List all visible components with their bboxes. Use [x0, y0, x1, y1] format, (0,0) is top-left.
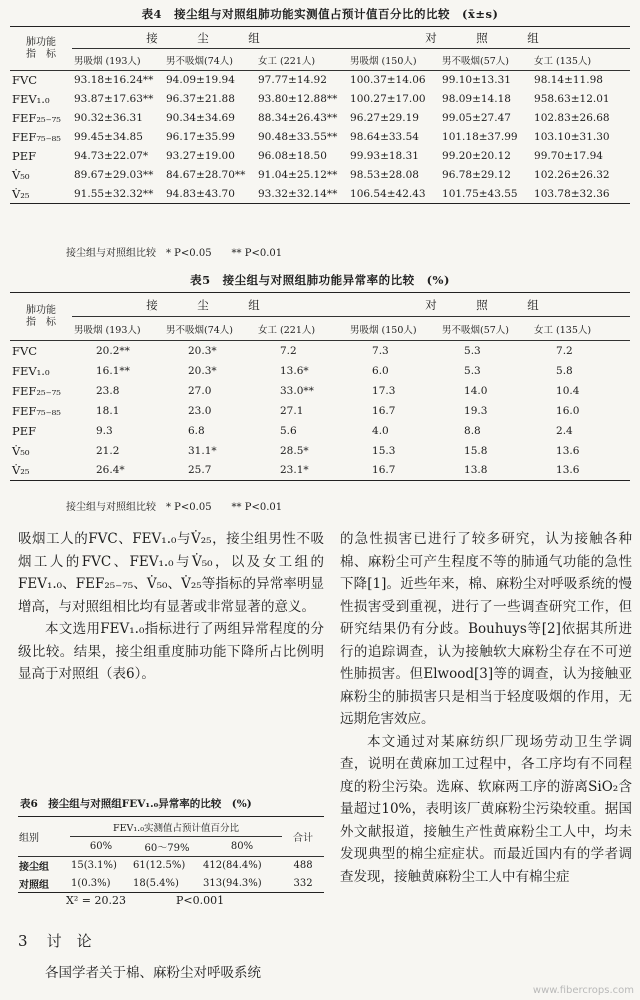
table4-corner: 肺功能 指 标: [10, 27, 72, 71]
table-cell: 7.2: [256, 341, 348, 361]
table-row: [10, 90, 630, 109]
table-cell: 332: [282, 875, 324, 893]
table4-group-dust: 接 尘 组: [72, 27, 348, 49]
table-row: [10, 109, 630, 128]
table-cell: 94.83±43.70: [164, 185, 256, 204]
row-label: FEF₇₅₋₈₅: [12, 403, 61, 418]
table-cell: 19.3: [464, 404, 488, 417]
table-cell: 103.10±31.30: [534, 131, 610, 143]
table-cell: 61(12.5%): [133, 860, 186, 872]
row-label: 接尘组: [19, 862, 49, 874]
table-cell: 102.83±26.68: [534, 112, 610, 124]
table-cell: 89.67±29.03**: [74, 169, 154, 181]
table-cell: 18.1: [96, 404, 120, 417]
table-cell: 488: [293, 860, 313, 872]
table-cell: 2.4: [556, 424, 573, 437]
table-cell: 84.67±28.70**: [166, 169, 246, 181]
table-row: [10, 381, 630, 401]
table-cell: 96.78±29.12: [442, 169, 511, 181]
table6-caption: 表6 接尘组与对照组FEV₁.₀异常率的比较 (%): [20, 798, 252, 810]
table5-subheader: 女工 (221人): [256, 317, 348, 341]
table4-subheader: 男不吸烟(57人): [440, 49, 532, 71]
table6-col-total: 合计: [282, 817, 324, 857]
table-row: [10, 166, 630, 185]
table5-subheader: 女工 (135人): [532, 317, 630, 341]
table-cell: 96.08±18.50: [258, 150, 327, 162]
table-cell: 23.0: [188, 404, 212, 417]
table-cell: 90.48±33.55**: [258, 131, 338, 143]
table-cell: 15(3.1%): [71, 860, 117, 872]
section-title: 讨 论: [46, 932, 92, 950]
table4-subheader: 男吸烟 (193人): [72, 49, 164, 71]
table-cell: 102.26±26.32: [534, 169, 610, 181]
table-row: [10, 185, 630, 204]
table-cell: 93.27±19.00: [166, 150, 235, 162]
table-row: [10, 401, 630, 421]
table-cell: 16.7: [372, 404, 396, 417]
row-label: V̇₅₀: [12, 168, 30, 182]
table4: [10, 26, 630, 204]
table-cell: 101.75±43.55: [440, 185, 532, 204]
right-column-text: [340, 528, 632, 888]
table-cell: 27.0: [188, 384, 212, 397]
table-cell: 13.8: [440, 461, 532, 481]
table-cell: 16.0: [556, 404, 580, 417]
table-cell: 23.8: [96, 384, 120, 397]
table-cell: 31.1*: [188, 444, 217, 457]
table6: [18, 816, 324, 893]
table-cell: 99.70±17.94: [534, 150, 603, 162]
table-row: [10, 147, 630, 166]
table5-subheader: 男不吸烟(57人): [440, 317, 532, 341]
table-cell: 17.3: [372, 384, 396, 397]
table-cell: 96.37±21.88: [166, 93, 235, 105]
table-cell: 99.05±27.47: [442, 112, 511, 124]
table-cell: 412(84.4%): [203, 860, 262, 872]
table-cell: 97.77±14.92: [256, 71, 348, 90]
table-cell: 98.53±28.08: [350, 169, 419, 181]
table-cell: 6.0: [372, 364, 389, 377]
row-label: V̇₂₅: [10, 461, 72, 481]
table-cell: 18(5.4%): [132, 875, 202, 893]
paragraph: 本文选用FEV₁.₀指标进行了两组异常程度的分级比较。结果，接尘组重度肺功能下降所占比例明显高于对照组（表6）。: [18, 621, 324, 682]
table-cell: 98.14±11.98: [532, 71, 630, 90]
table-cell: 93.87±17.63**: [74, 93, 154, 105]
table-cell: 4.0: [372, 424, 389, 437]
row-label: FEV₁.₀: [12, 363, 50, 378]
table-cell: 20.3*: [164, 341, 256, 361]
table4-group-control: 对 照 组: [348, 27, 630, 49]
row-label: FEF₂₅₋₇₅: [12, 111, 61, 125]
table-cell: 7.3: [348, 341, 440, 361]
left-column-text: [18, 528, 324, 686]
table-cell: 106.54±42.43: [348, 185, 440, 204]
table-cell: 13.6: [532, 461, 630, 481]
table-cell: 100.27±17.00: [350, 93, 426, 105]
table-cell: 99.10±13.31: [440, 71, 532, 90]
table6-col-group: 组别: [18, 817, 70, 857]
table-cell: 5.8: [556, 364, 573, 377]
table-cell: 28.5*: [280, 444, 309, 457]
table-cell: 33.0**: [280, 384, 314, 397]
table-cell: 7.2: [532, 341, 630, 361]
table5-subheader: 男吸烟 (150人): [348, 317, 440, 341]
section-number: 3: [18, 932, 28, 950]
table-cell: 15.3: [372, 444, 396, 457]
table-cell: 958.63±12.01: [534, 93, 610, 105]
table-cell: 16.7: [348, 461, 440, 481]
section-heading: [18, 930, 92, 951]
table-cell: 5.3: [464, 364, 481, 377]
table-cell: 98.64±33.54: [350, 131, 419, 143]
table4-subheader: 女工 (135人): [532, 49, 630, 71]
table-row: [18, 857, 324, 875]
table-cell: 16.1**: [96, 364, 130, 377]
table6-stat-p: P<0.001: [176, 894, 225, 907]
discussion-start: 各国学者关于棉、麻粉尘对呼吸系统: [45, 965, 261, 981]
table-cell: 94.09±19.94: [164, 71, 256, 90]
row-label: FEF₂₅₋₇₅: [12, 383, 61, 398]
table-cell: 13.6*: [280, 364, 309, 377]
table-cell: 103.78±32.36: [532, 185, 630, 204]
table-cell: 90.34±34.69: [166, 112, 235, 124]
table-cell: 23.1*: [256, 461, 348, 481]
row-label: FVC: [10, 71, 72, 90]
table-row: [18, 875, 324, 893]
row-label: 对照组: [18, 875, 70, 893]
table-cell: 1(0.3%): [70, 875, 132, 893]
table6-bin: 60%: [70, 837, 132, 857]
table-cell: 5.6: [280, 424, 297, 437]
table-row: [10, 71, 630, 90]
table-cell: 8.8: [464, 424, 481, 437]
table-cell: 25.7: [164, 461, 256, 481]
table-cell: 90.32±36.31: [74, 112, 143, 124]
row-label: PEF: [12, 423, 37, 438]
table-cell: 99.20±20.12: [442, 150, 511, 162]
paragraph: 本文通过对某麻纺织厂现场劳动卫生学调查，说明在黄麻加工过程中，各工序均有不同程度的粉尘污染。选麻、软麻两工序的游离SiO₂含量超过10%，表明该厂黄麻粉尘污染较重。据国外文献报道，接触生产性黄麻粉尘工人中，均未发现典型的棉尘症症状。而最近国内有的学者调查发现，接触黄麻粉尘工人中有棉尘症: [340, 733, 632, 885]
table-cell: 9.3: [96, 424, 113, 437]
table-row: [10, 441, 630, 461]
table-cell: 313(94.3%): [202, 875, 282, 893]
table5: [10, 292, 630, 481]
table-cell: 88.34±26.43**: [258, 112, 338, 124]
table-cell: 91.55±32.32**: [72, 185, 164, 204]
table-cell: 26.4*: [72, 461, 164, 481]
table-cell: 93.80±12.88**: [258, 93, 338, 105]
table-cell: 14.0: [464, 384, 488, 397]
table-cell: 91.04±25.12**: [258, 169, 338, 181]
row-label: PEF: [12, 149, 37, 163]
table-cell: 21.2: [96, 444, 120, 457]
row-label: V̇₂₅: [10, 185, 72, 204]
table5-group-dust: 接 尘 组: [72, 293, 348, 317]
table-cell: 99.93±18.31: [350, 150, 419, 162]
table-cell: 6.8: [188, 424, 205, 437]
table5-subheader: 男吸烟 (193人): [72, 317, 164, 341]
table-cell: 15.8: [464, 444, 488, 457]
table-cell: 5.3: [440, 341, 532, 361]
table5-caption: 表5 接尘组与对照组肺功能异常率的比较 (%): [190, 273, 450, 287]
table5-group-control: 对 照 组: [348, 293, 630, 317]
table-cell: 93.32±32.14**: [256, 185, 348, 204]
table-cell: 98.09±14.18: [442, 93, 511, 105]
table-cell: 101.18±37.99: [442, 131, 518, 143]
table4-subheader: 男吸烟 (150人): [348, 49, 440, 71]
table6-bin: 80%: [202, 837, 282, 857]
table-cell: 96.17±35.99: [166, 131, 235, 143]
table4-subheader: 男不吸烟(74人): [164, 49, 256, 71]
table-cell: 94.73±22.07*: [74, 150, 149, 162]
table-cell: 20.3*: [188, 364, 217, 377]
table-row: [10, 361, 630, 381]
table6-bin: 60～79%: [132, 837, 202, 857]
table-cell: 96.27±29.19: [350, 112, 419, 124]
table5-subheader: 男不吸烟(74人): [164, 317, 256, 341]
table6-stat-chi: X² = 20.23: [66, 894, 126, 907]
table-cell: 93.18±16.24**: [72, 71, 164, 90]
table-cell: 10.4: [556, 384, 580, 397]
table-row: [10, 461, 630, 481]
table-cell: 13.6: [556, 444, 580, 457]
table-cell: 100.37±14.06: [348, 71, 440, 90]
paragraph: 的急性损害已进行了较多研究，认为接触各种棉、麻粉尘可产生程度不等的肺通气功能的急性下降[1]。近些年来，棉、麻粉尘对呼吸系统的慢性损害受到重视，进行了一些调查研究工作，但研究结果仍有分歧。Bouhuys等[2]依据其所进行的追踪调查，认为接触软大麻粉尘存在不可逆性肺损害。但Elwood[3]等的调查，认为接触亚麻粉尘的肺损害只是相当于轻度吸烟的作用，无远期危害效应。: [340, 531, 632, 727]
table6-span-header: FEV₁.₀实测值占预计值百分比: [70, 817, 282, 837]
row-label: FEF₇₅₋₈₅: [12, 130, 61, 144]
table-row: [10, 128, 630, 147]
table-row: [10, 341, 630, 361]
table4-subheader: 女工 (221人): [256, 49, 348, 71]
table4-caption: 表4 接尘组与对照组肺功能实测值占预计值百分比的比较 (x̄±s): [141, 7, 499, 21]
table-cell: 99.45±34.85: [74, 131, 143, 143]
row-label: FVC: [10, 341, 72, 361]
table-row: [10, 421, 630, 441]
table-cell: 20.2**: [72, 341, 164, 361]
table5-corner: 肺功能 指 标: [10, 293, 72, 341]
row-label: FEV₁.₀: [12, 92, 50, 106]
paragraph: 吸烟工人的FVC、FEV₁.₀与V̇₂₅，接尘组男性不吸烟工人的FVC、FEV₁.₀与V̇₅₀，以及女工组的FEV₁.₀、FEF₂₅₋₇₅、V̇₅₀、V̇₂₅等指标的异常率明显增高，与对照组相比均有显著或非常显著的意义。: [18, 531, 324, 615]
table-cell: 27.1: [280, 404, 304, 417]
watermark: www.fibercrops.com: [532, 985, 634, 996]
row-label: V̇₅₀: [12, 443, 30, 458]
table5-note: 接尘组与对照组比较 * P<0.05 ** P<0.01: [66, 502, 283, 513]
table4-note: 接尘组与对照组比较 * P<0.05 ** P<0.01: [66, 248, 283, 259]
